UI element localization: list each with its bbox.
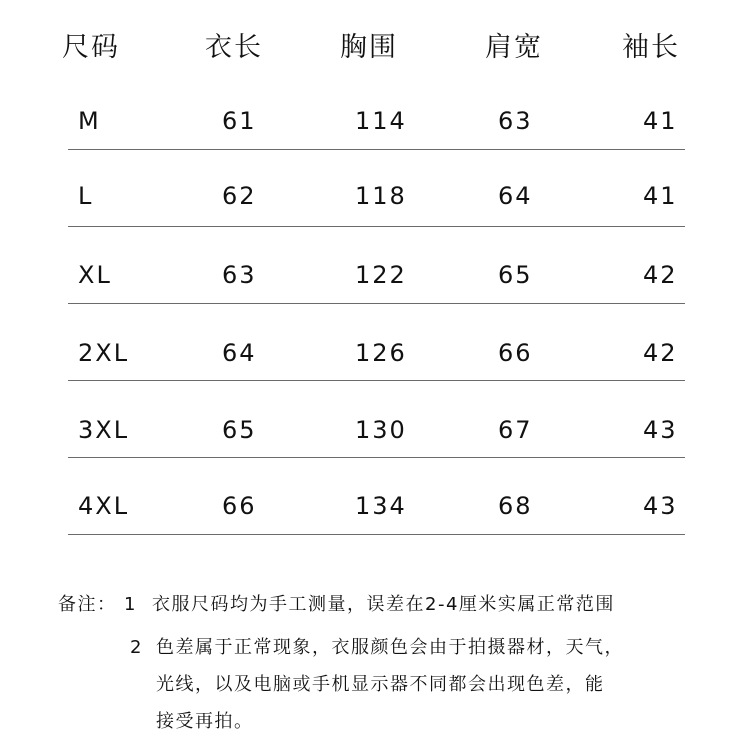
sleeve-cell: 41 [643, 107, 678, 135]
header-length: 衣长 [205, 32, 263, 63]
length-cell: 62 [222, 182, 257, 210]
header-sleeve: 袖长 [622, 32, 680, 63]
shoulder-cell: 68 [498, 492, 533, 520]
sleeve-cell: 42 [643, 339, 678, 367]
table-header-row [0, 28, 750, 68]
sleeve-cell: 43 [643, 492, 678, 520]
note-2-line-2: 光线，以及电脑或手机显示器不同都会出现色差，能 [156, 674, 605, 695]
length-cell: 63 [222, 261, 257, 289]
sleeve-cell: 41 [643, 182, 678, 210]
row-divider [68, 380, 685, 381]
table-row [0, 486, 750, 526]
row-divider [68, 149, 685, 150]
size-cell: 3XL [78, 416, 130, 444]
length-cell: 61 [222, 107, 257, 135]
length-cell: 65 [222, 416, 257, 444]
table-row [0, 101, 750, 141]
row-divider [68, 303, 685, 304]
sleeve-cell: 42 [643, 261, 678, 289]
length-cell: 64 [222, 339, 257, 367]
size-cell: 2XL [78, 339, 130, 367]
note-2-line-3: 接受再拍。 [156, 711, 254, 732]
chest-cell: 122 [355, 261, 407, 289]
row-divider [68, 226, 685, 227]
table-row [0, 176, 750, 216]
chest-cell: 118 [355, 182, 407, 210]
note-1-text: 衣服尺码均为手工测量，误差在2-4厘米实属正常范围 [152, 594, 615, 615]
note-2-line-1: 色差属于正常现象，衣服颜色会由于拍摄器材，天气， [156, 637, 624, 658]
notes-label: 备注： [58, 594, 117, 615]
table-row [0, 410, 750, 450]
shoulder-cell: 63 [498, 107, 533, 135]
shoulder-cell: 64 [498, 182, 533, 210]
note-2-number: 2 [130, 637, 143, 658]
note-1-number: 1 [124, 594, 137, 615]
chest-cell: 114 [355, 107, 407, 135]
table-row [0, 255, 750, 295]
shoulder-cell: 67 [498, 416, 533, 444]
size-cell: XL [78, 261, 112, 289]
chest-cell: 130 [355, 416, 407, 444]
header-shoulder: 肩宽 [485, 32, 543, 63]
size-cell: 4XL [78, 492, 130, 520]
length-cell: 66 [222, 492, 257, 520]
header-chest: 胸围 [340, 32, 398, 63]
row-divider [68, 534, 685, 535]
size-cell: L [78, 182, 94, 210]
header-size: 尺码 [62, 32, 120, 63]
chest-cell: 134 [355, 492, 407, 520]
size-cell: M [78, 107, 101, 135]
chest-cell: 126 [355, 339, 407, 367]
table-row [0, 333, 750, 373]
sleeve-cell: 43 [643, 416, 678, 444]
shoulder-cell: 66 [498, 339, 533, 367]
row-divider [68, 457, 685, 458]
shoulder-cell: 65 [498, 261, 533, 289]
